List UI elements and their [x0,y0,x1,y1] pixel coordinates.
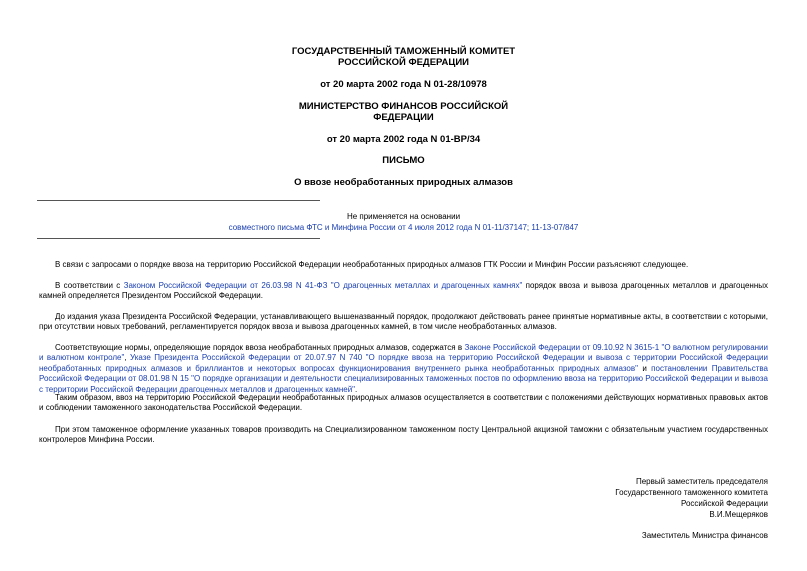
paragraph-4 [39,343,768,395]
status-note-text: Не применяется на основании [346,212,461,221]
paragraph-4-text-c: и [637,363,652,373]
document-subject: О ввозе необработанных природных алмазов [294,177,513,188]
paragraph-2-text-b: порядок ввоза и вывоза драгоценных металлов и драгоценных камней определяется Президентом Российской Федерации. [39,281,768,301]
signer-1-position-line-2: Государственного таможенного комитета [615,488,768,497]
law-26-03-98-link[interactable]: Законом Российской Федерации от 26.03.98 N 41-ФЗ "О драгоценных металлах и драгоценных камнях" [123,281,523,290]
decree-20-07-97-link[interactable]: Указе Президента Российской Федерации от 20.07.97 N 740 "О порядке ввоза на территорию Российской Федерации и вывоза с территории Российской Федерации необработанных природных алмазов и бриллиантов и некоторых вопросах функционирования внутреннего рынка необработанных природных алмазов" [39,353,768,373]
paragraph-6: При этом таможенное оформление указанных товаров производить на Специализированном таможенном посту Центральной акцизной таможни с обязательным участием государственных контролеров Минфина России. [39,425,768,445]
issue-date-1: от 20 марта 2002 года N 01-28/10978 [320,79,487,90]
signer-1-position-line-3: Российской Федерации [681,499,768,508]
law-09-10-92-link[interactable]: Законе Российской Федерации от 09.10.92 N 3615-1 "О валютном регулировании и валютном контроле" [39,343,768,363]
resolution-08-01-98-link[interactable]: постановлении Правительства Российской Федерации от 08.01.98 N 15 "О порядке организации и деятельности специализированных таможенных постов по оформлению ввоза на территорию Российской Федерации и вывоза с территории Российской Федерации драгоценных металлов и драгоценных камней" [39,363,768,394]
divider-bottom [37,238,320,239]
issuer-1-line-1: ГОСУДАРСТВЕННЫЙ ТАМОЖЕННЫЙ КОМИТЕТ [291,46,516,57]
issuer-2-line-2: ФЕДЕРАЦИИ [373,112,434,123]
divider-top [37,200,320,201]
signer-2-position: Заместитель Министра финансов [641,531,768,540]
paragraph-5: Таким образом, ввоз на территорию Российской Федерации необработанных природных алмазов осуществляется в соответствии с положениями действующих нормативных правовых актов и соблюдении таможенного законодательства Российской Федерации. [39,393,768,413]
status-note-link[interactable]: совместного письма ФТС и Минфина России от 4 июля 2012 года N 01-11/37147; 11-13-07/847 [228,223,579,232]
paragraph-4-text-d: . [355,384,358,394]
signer-1-position-line-1: Первый заместитель председателя [635,477,768,486]
issue-date-2: от 20 марта 2002 года N 01-ВР/34 [326,134,481,145]
paragraph-4-text-a: Соответствующие нормы, определяющие порядок ввоза необработанных природных алмазов, содержатся в [55,343,465,352]
paragraph-3: До издания указа Президента Российской Федерации, устанавливающего вышеназванный порядок, продолжают действовать ранее принятые нормативные акты, в соответствии с которыми, при отсутствии новых требований, регламентируется порядок ввоза и вывоза драгоценных камней, в том числе необработанных алмазов. [39,312,768,332]
paragraph-2-text-a: В соответствии с [55,281,124,290]
document-type: ПИСЬМО [382,155,425,166]
signer-1-name: В.И.Мещеряков [709,510,768,519]
issuer-2-line-1: МИНИСТЕРСТВО ФИНАНСОВ РОССИЙСКОЙ [298,101,509,112]
paragraph-1: В связи с запросами о порядке ввоза на территорию Российской Федерации необработанных природных алмазов ГТК России и Минфин России разъясняют следующее. [55,260,689,269]
paragraph-4-text-b: , [124,353,131,363]
paragraph-2 [39,281,768,302]
issuer-1-line-2: РОССИЙСКОЙ ФЕДЕРАЦИИ [337,57,469,68]
